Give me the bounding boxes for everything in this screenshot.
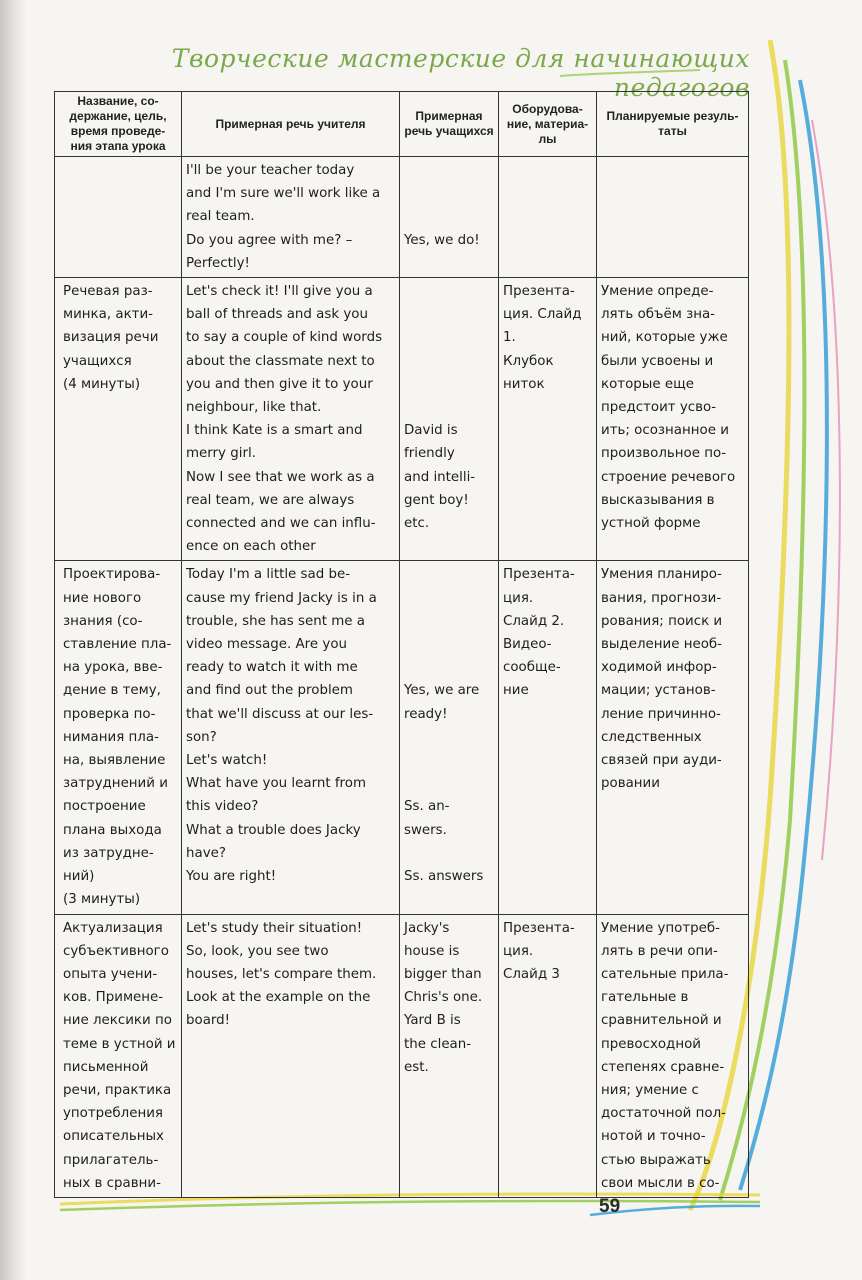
teacher-speech-cell: I'll be your teacher today and I'm sure we'll work like a real team. Do you agree with me? – Perfectly! xyxy=(182,157,400,278)
header-equipment: Оборудова- ние, материа- лы xyxy=(499,92,597,157)
student-speech-cell: David is friendly and intelli- gent boy! etc. xyxy=(400,278,499,561)
equipment-cell: Презента- ция. Слайд 1. Клубок ниток xyxy=(499,278,597,561)
results-cell: Умения планиро- вания, прогнози- рования; поиск и выделение необ- ходимой инфор- мации; установ- ление причинно- следственных связей при ауди- ровании xyxy=(597,561,749,914)
running-header: Творческие мастерские для начинающих педагогов xyxy=(171,44,750,102)
results-cell: Умение опреде- лять объём зна- ний, которые уже были усвоены и которые еще предстоит усво- ить; осознанное и произвольное по- строение речевого высказывания в устной форме xyxy=(597,278,749,561)
table-row xyxy=(55,914,749,1197)
equipment-cell: Презента- ция. Слайд 3 xyxy=(499,914,597,1197)
equipment-cell: Презента- ция. Слайд 2. Видео- сообще- ние xyxy=(499,561,597,914)
results-cell xyxy=(597,157,749,278)
stage-cell: Проектирова- ние нового знания (со- ставление пла- на урока, вве- дение в тему, проверка по- нимания пла- на, выявление затруднений и построение плана выхода из затрудне- ний) (3 минуты) xyxy=(55,561,182,914)
table-row xyxy=(55,561,749,914)
stage-cell xyxy=(55,157,182,278)
header-teacher-speech: Примерная речь учителя xyxy=(182,92,400,157)
table-header-row xyxy=(55,92,749,157)
student-speech-cell: Yes, we do! xyxy=(400,157,499,278)
header-student-speech: Примерная речь учащихся xyxy=(400,92,499,157)
header-stage: Название, со- держание, цель, время проведе- ния этапа урока xyxy=(55,92,182,157)
teacher-speech-cell: Let's check it! I'll give you a ball of threads and ask you to say a couple of kind words about the classmate next to you and then give it to your neighbour, like that. I think Kate is a smart and merry girl. Now I see that we work as a real team, we are always connected and we can influ- ence on each other xyxy=(182,278,400,561)
teacher-speech-cell: Today I'm a little sad be- cause my friend Jacky is in a trouble, she has sent me a video message. Are you ready to watch it with me and find out the problem that we'll discuss at our les- son? Let's watch! What have you learnt from this video? What a trouble does Jacky have? You are right! xyxy=(182,561,400,914)
table-row xyxy=(55,278,749,561)
equipment-cell xyxy=(499,157,597,278)
student-speech-cell: Yes, we are ready! Ss. an- swers. Ss. answers xyxy=(400,561,499,914)
teacher-speech-cell: Let's study their situation! So, look, you see two houses, let's compare them. Look at the example on the board! xyxy=(182,914,400,1197)
header-results: Планируемые резуль- таты xyxy=(597,92,749,157)
page-number: 59 xyxy=(599,1196,621,1217)
student-speech-cell: Jacky's house is bigger than Chris's one. Yard B is the clean- est. xyxy=(400,914,499,1197)
stage-cell: Актуализация субъективного опыта учени- ков. Примене- ние лексики по теме в устной и письменной речи, практика употребления описательных прилагатель- ных в сравни- xyxy=(55,914,182,1197)
lesson-plan-table xyxy=(54,91,749,1198)
stage-cell: Речевая раз- минка, акти- визация речи учащихся (4 минуты) xyxy=(55,278,182,561)
results-cell: Умение употреб- лять в речи опи- сательные прила- гательные в сравнительной и превосходной степенях сравне- ния; умение с достаточной пол- нотой и точно- стью выражать свои мысли в со- xyxy=(597,914,749,1197)
table-row xyxy=(55,157,749,278)
